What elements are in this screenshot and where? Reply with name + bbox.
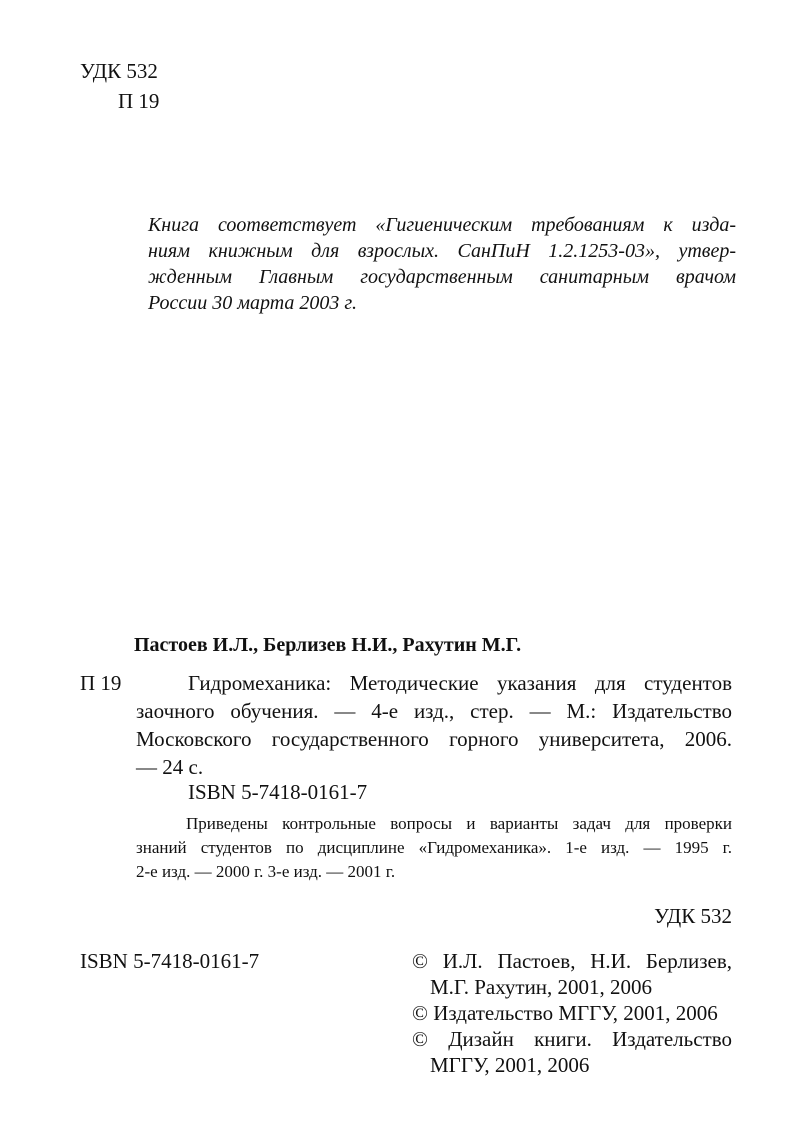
annotation-line: знаний студентов по дисциплине «Гидромеханика». 1-е изд. — 1995 г. [136, 838, 732, 857]
bibliography-code: П 19 [80, 671, 122, 695]
hygiene-line: ниям книжным для взрослых. СанПиН 1.2.1253-03», утвер- [148, 240, 736, 262]
copyright-line: М.Г. Рахутин, 2001, 2006 [430, 975, 653, 999]
author-code: П 19 [118, 89, 160, 113]
annotation-line: Приведены контрольные вопросы и варианты задач для проверки [186, 814, 732, 833]
copyright-block [412, 948, 732, 1078]
bibliography-line: Московского государственного горного университета, 2006. [136, 727, 732, 751]
bibliography-description [136, 669, 732, 781]
udk-header: УДК 532 [80, 59, 158, 83]
bibliography-line: Гидромеханика: Методические указания для студентов [188, 671, 732, 695]
authors-heading: Пастоев И.Л., Берлизев Н.И., Рахутин М.Г. [134, 634, 522, 656]
copyright-line: © Издательство МГГУ, 2001, 2006 [412, 1001, 718, 1025]
udk-footer: УДК 532 [654, 904, 732, 928]
copyright-line: © И.Л. Пастоев, Н.И. Берлизев, [412, 949, 732, 973]
copyright-line: © Дизайн книги. Издательство [412, 1027, 732, 1051]
bibliography-line: — 24 с. [136, 755, 204, 779]
isbn-footer: ISBN 5-7418-0161-7 [80, 949, 260, 973]
hygiene-line: России 30 марта 2003 г. [148, 292, 357, 314]
hygiene-line: жденным Главным государственным санитарным врачом [148, 266, 736, 288]
bibliography-line: заочного обучения. — 4-е изд., стер. — М.: Издательство [136, 699, 732, 723]
copyright-line: МГГУ, 2001, 2006 [430, 1053, 590, 1077]
annotation-line: 2-е изд. — 2000 г. 3-е изд. — 2001 г. [136, 862, 396, 881]
bibliography-isbn: ISBN 5-7418-0161-7 [188, 780, 368, 804]
hygiene-line: Книга соответствует «Гигиеническим требованиям к изда- [148, 214, 736, 236]
hygiene-note [148, 212, 736, 316]
annotation [136, 812, 732, 884]
